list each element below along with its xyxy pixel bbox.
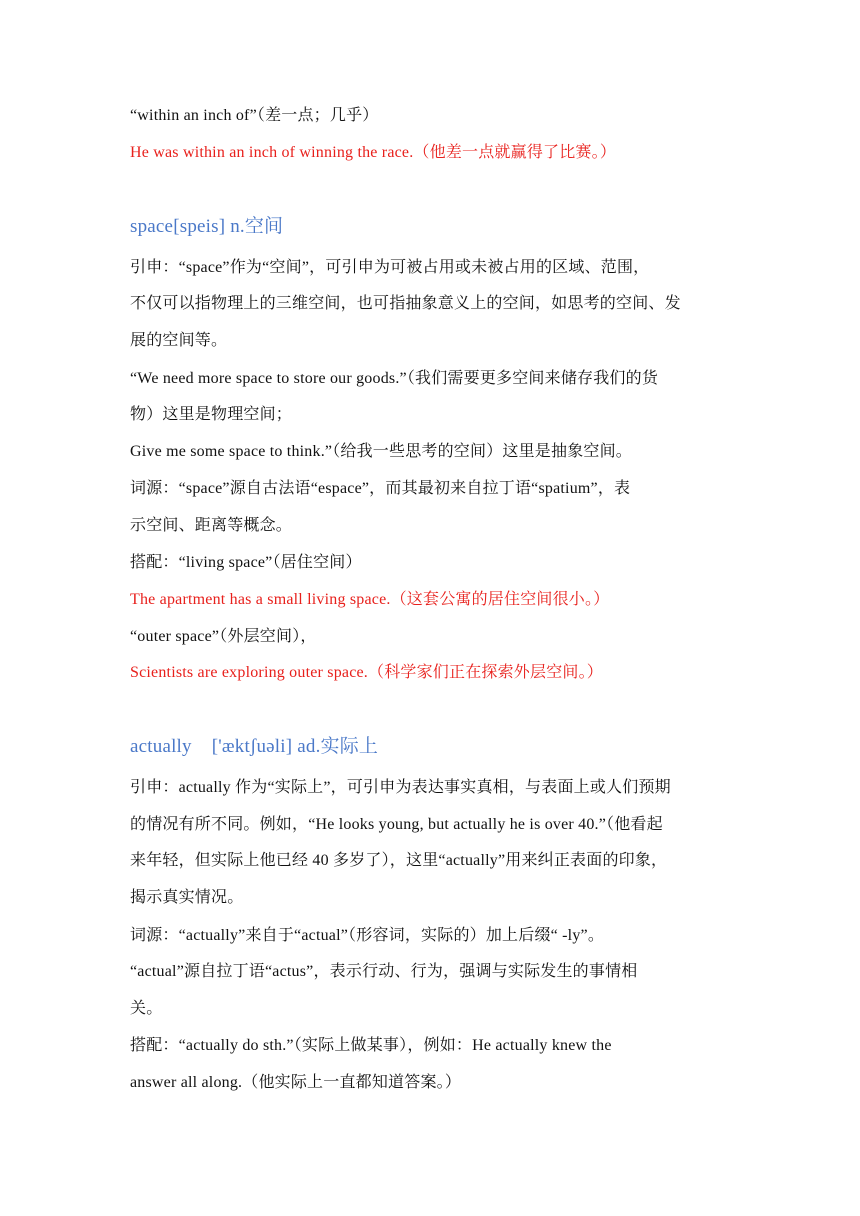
actually-heading-word: actually <box>130 736 192 757</box>
space-heading: space[speis] n.空间 <box>130 216 284 237</box>
actually-extension-line-1: 引申：actually 作为“实际上”，可引申为表达事实真相，与表面上或人们预期 <box>130 779 671 796</box>
actually-collocation-line-2: answer all along.（他实际上一直都知道答案。） <box>130 1074 462 1091</box>
actually-extension-line-4: 揭示真实情况。 <box>130 889 244 906</box>
space-example1-line-2: 物）这里是物理空间； <box>130 406 293 423</box>
actually-etymology-line-1: 词源：“actually”来自于“actual”（形容词，实际的）加上后缀“ -ly”。 <box>130 927 605 944</box>
space-collocation-1: 搭配：“living space”（居住空间） <box>130 554 362 571</box>
actually-heading <box>130 735 740 759</box>
space-extension-line-3: 展的空间等。 <box>130 332 228 349</box>
space-extension-line-2: 不仅可以指物理上的三维空间，也可指抽象意义上的空间，如思考的空间、发 <box>130 295 681 312</box>
space-collocation-2: “outer space”（外层空间）， <box>130 628 317 645</box>
space-extension-line-1: 引申：“space”作为“空间”，可引申为可被占用或未被占用的区域、范围， <box>130 259 650 276</box>
space-etymology-line-2: 示空间、距离等概念。 <box>130 517 293 534</box>
phrase-within-an-inch-of: “within an inch of”（差一点；几乎） <box>130 107 379 124</box>
actually-heading-phonetic: ['æktʃuəli] ad.实际上 <box>211 736 379 757</box>
actually-etymology-line-3: 关。 <box>130 1000 163 1017</box>
actually-extension-line-2: 的情况有所不同。例如，“He looks young, but actually he is over 40.”（他看起 <box>130 816 663 833</box>
actually-collocation-line-1: 搭配：“actually do sth.”（实际上做某事），例如：He actually knew the <box>130 1037 612 1054</box>
example-within-an-inch: He was within an inch of winning the race.（他差一点就赢得了比赛。） <box>130 144 617 161</box>
space-example1-line-1: “We need more space to store our goods.”（我们需要更多空间来储存我们的货 <box>130 370 659 387</box>
space-etymology-line-1: 词源：“space”源自古法语“espace”，而其最初来自拉丁语“spatium”，表 <box>130 480 631 497</box>
space-collocation-2-example: Scientists are exploring outer space.（科学家们正在探索外层空间。） <box>130 664 603 681</box>
actually-extension-line-3: 来年轻，但实际上他已经 40 多岁了），这里“actually”用来纠正表面的印象， <box>130 852 668 869</box>
space-collocation-1-example: The apartment has a small living space.（这套公寓的居住空间很小。） <box>130 591 610 608</box>
actually-etymology-line-2: “actual”源自拉丁语“actus”，表示行动、行为，强调与实际发生的事情相 <box>130 963 638 980</box>
space-example2: Give me some space to think.”（给我一些思考的空间）这里是抽象空间。 <box>130 443 632 460</box>
